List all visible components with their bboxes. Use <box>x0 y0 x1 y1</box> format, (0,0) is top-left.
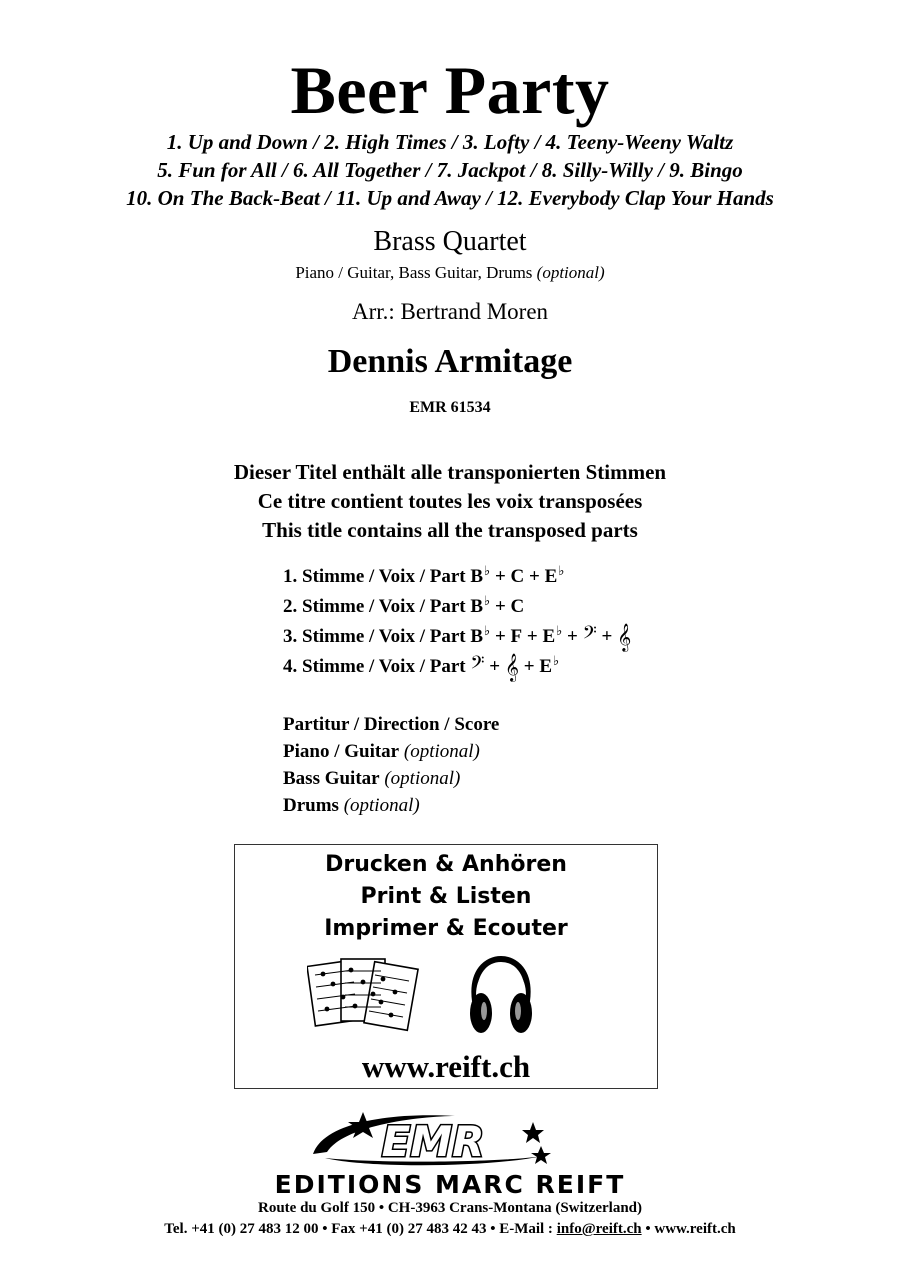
extra-part: Piano / Guitar (optional) <box>283 741 480 762</box>
part-prefix: 3. Stimme / Voix / Part <box>283 626 466 647</box>
optional-instruments <box>0 262 900 284</box>
arranger: Arr.: Bertrand Moren <box>351 299 549 324</box>
treble-clef-icon: 𝄞 <box>504 653 520 681</box>
catalog-number: EMR 61534 <box>409 399 491 416</box>
print-listen-box[interactable] <box>234 844 658 1089</box>
extra-part: Partitur / Direction / Score <box>283 714 500 735</box>
promo-text <box>235 849 657 945</box>
part-key: B♭ <box>470 622 491 647</box>
optional-note: (optional) <box>536 263 605 282</box>
part-key: B♭ <box>470 562 491 587</box>
promo-line: Imprimer & Ecouter <box>324 916 568 941</box>
website-link[interactable]: www.reift.ch <box>361 1049 531 1084</box>
movement-line: 10. On The Back-Beat / 11. Up and Away / 12. Everybody Clap Your Hands <box>126 186 774 210</box>
movement-line: 1. Up and Down / 2. High Times / 3. Lofty / 4. Teeny-Weeny Waltz <box>166 130 734 154</box>
instruments-text: Piano / Guitar, Bass Guitar, Drums <box>295 263 533 282</box>
extra-part: Bass Guitar (optional) <box>283 768 461 789</box>
promo-line: Print & Listen <box>360 884 532 909</box>
part-line: 2. Stimme / Voix / Part B♭ + C <box>283 592 631 622</box>
logo-text: EMR <box>381 1117 485 1166</box>
part-line: 1. Stimme / Voix / Part B♭ + C + E♭ <box>283 562 631 592</box>
publisher-name: EDITIONS MARC REIFT <box>274 1170 626 1199</box>
part-prefix: 4. Stimme / Voix / Part <box>283 656 466 677</box>
part-key: C <box>510 596 525 617</box>
movement-line: 5. Fun for All / 6. All Together / 7. Jackpot / 8. Silly-Willy / 9. Bingo <box>157 158 743 182</box>
bass-clef-icon: 𝄢 <box>582 623 597 648</box>
promo-line: Drucken & Anhören <box>325 852 567 877</box>
contact-website: • www.reift.ch <box>641 1221 736 1237</box>
movement-list <box>0 128 900 212</box>
contact-phone-fax: Tel. +41 (0) 27 483 12 00 • Fax +41 (0) 27 483 42 43 • E-Mail : <box>164 1221 557 1237</box>
treble-clef-icon: 𝄞 <box>617 623 632 651</box>
notice-line-en: This title contains all the transposed parts <box>262 518 638 542</box>
part-line: 3. Stimme / Voix / Part B♭ + F + E♭ + 𝄢 + 𝄞 <box>283 622 632 651</box>
sheet-music-icon <box>307 955 419 1037</box>
emr-logo <box>305 1110 560 1172</box>
part-prefix: 2. Stimme / Voix / Part <box>283 596 466 617</box>
part-key: F <box>510 626 523 647</box>
part-key: C <box>510 566 525 587</box>
part-key: E♭ <box>539 652 560 677</box>
extra-part: Drums (optional) <box>283 795 420 816</box>
bass-clef-icon: 𝄢 <box>470 653 485 678</box>
flat-sign: ♭ <box>484 592 491 608</box>
extra-parts-list <box>283 711 499 819</box>
score-title: Beer Party <box>290 52 610 128</box>
part-key: B♭ <box>470 592 491 617</box>
parts-list <box>283 562 631 682</box>
notice-line-de: Dieser Titel enthält alle transponierten Stimmen <box>233 460 667 484</box>
flat-sign: ♭ <box>553 652 560 668</box>
flat-sign: ♭ <box>556 622 563 638</box>
transposed-parts-notice <box>0 458 900 545</box>
part-line: 4. Stimme / Voix / Part 𝄢 + 𝄞 + E♭ <box>283 652 560 681</box>
email-link[interactable]: info@reift.ch <box>556 1221 642 1237</box>
headphones-icon <box>465 955 537 1037</box>
part-key: E♭ <box>544 562 565 587</box>
notice-line-fr: Ce titre contient toutes les voix transposées <box>257 489 643 513</box>
publisher-address: Route du Golf 150 • CH-3963 Crans-Montana (Switzerland) <box>258 1200 642 1216</box>
composer: Dennis Armitage <box>327 343 573 380</box>
flat-sign: ♭ <box>558 562 565 578</box>
part-key: E♭ <box>542 622 563 647</box>
flat-sign: ♭ <box>484 562 491 578</box>
flat-sign: ♭ <box>484 622 491 638</box>
part-prefix: 1. Stimme / Voix / Part <box>283 566 466 587</box>
publisher-contact <box>0 1219 900 1239</box>
ensemble: Brass Quartet <box>373 226 527 257</box>
